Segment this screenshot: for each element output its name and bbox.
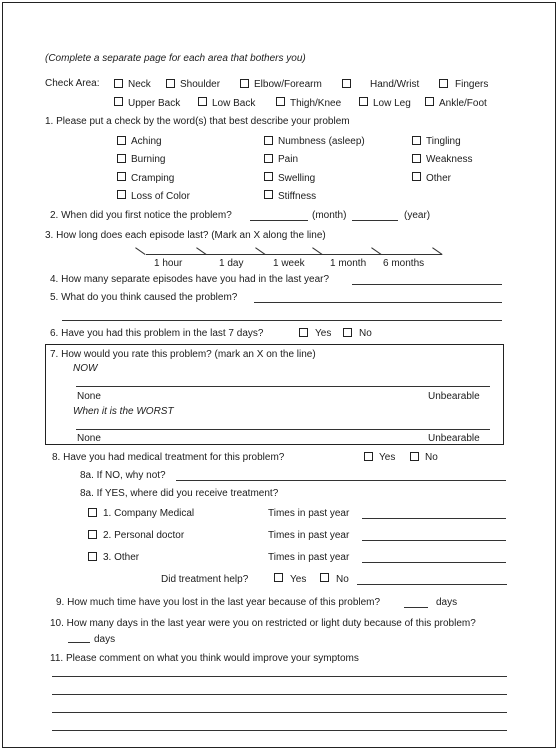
episode-duration-scale[interactable] [146, 254, 442, 255]
checkbox-pain[interactable] [264, 154, 273, 163]
comment-line-1[interactable] [52, 676, 507, 677]
comment-line-4[interactable] [52, 730, 507, 731]
checkbox-other-symptom[interactable] [412, 172, 421, 181]
label-pain: Pain [278, 154, 299, 165]
label-low-leg: Low Leg [373, 98, 411, 109]
now-unbearable-label: Unbearable [428, 391, 480, 402]
scale-label-1-hour: 1 hour [154, 258, 183, 269]
checkbox-tingling[interactable] [412, 136, 421, 145]
restricted-days-field[interactable] [68, 642, 90, 643]
times-field-company-medical[interactable] [362, 518, 506, 519]
scale-label-6-months: 6 months [383, 258, 425, 269]
treatment-help-label: Did treatment help? [161, 574, 249, 585]
question-6: 6. Have you had this problem in the last 7 days? [50, 328, 264, 339]
label-thigh-knee: Thigh/Knee [290, 98, 342, 109]
label-ankle-foot: Ankle/Foot [439, 98, 487, 109]
label-elbow-forearm: Elbow/Forearm [254, 79, 322, 90]
comment-line-3[interactable] [52, 712, 507, 713]
worst-none-label: None [77, 433, 101, 444]
label-numbness: Numbness (asleep) [278, 136, 365, 147]
checkbox-company-medical[interactable] [88, 508, 97, 517]
month-label: (month) [312, 210, 347, 221]
times-label-2: Times in past year [268, 530, 350, 541]
checkbox-cramping[interactable] [117, 172, 126, 181]
year-label: (year) [404, 210, 431, 221]
question-7: 7. How would you rate this problem? (mark an X on the line) [50, 349, 316, 360]
rating-now-line[interactable] [76, 386, 490, 387]
checkbox-q6-no[interactable] [343, 328, 352, 337]
label-swelling: Swelling [278, 173, 316, 184]
scale-label-1-month: 1 month [330, 258, 367, 269]
comment-line-2[interactable] [52, 694, 507, 695]
checkbox-hand-wrist[interactable] [342, 79, 351, 88]
question-2: 2. When did you first notice the problem? [50, 210, 232, 221]
checkbox-stiffness[interactable] [264, 190, 273, 199]
question-8: 8. Have you had medical treatment for this problem? [52, 452, 285, 463]
label-upper-back: Upper Back [128, 98, 181, 109]
label-q6-yes: Yes [315, 328, 332, 339]
checkbox-personal-doctor[interactable] [88, 530, 97, 539]
checkbox-upper-back[interactable] [114, 97, 123, 106]
label-low-back: Low Back [212, 98, 256, 109]
times-field-other[interactable] [362, 562, 506, 563]
checkbox-ankle-foot[interactable] [425, 97, 434, 106]
question-5: 5. What do you think caused the problem? [50, 292, 238, 303]
checkbox-q6-yes[interactable] [299, 328, 308, 337]
restricted-days-unit: days [94, 634, 116, 645]
cause-field[interactable] [254, 302, 502, 303]
times-field-personal-doctor[interactable] [362, 540, 506, 541]
label-stiffness: Stiffness [278, 191, 317, 202]
checkbox-other-treatment[interactable] [88, 552, 97, 561]
checkbox-thigh-knee[interactable] [276, 97, 285, 106]
label-fingers: Fingers [455, 79, 489, 90]
question-10: 10. How many days in the last year were you on restricted or light duty because of this problem? [50, 618, 476, 629]
now-label: NOW [73, 363, 98, 374]
checkbox-low-leg[interactable] [359, 97, 368, 106]
question-11: 11. Please comment on what you think would improve your symptoms [50, 653, 359, 664]
label-cramping: Cramping [131, 173, 175, 184]
label-personal-doctor: 2. Personal doctor [103, 530, 185, 541]
checkbox-aching[interactable] [117, 136, 126, 145]
label-neck: Neck [128, 79, 151, 90]
times-label-3: Times in past year [268, 552, 350, 563]
label-aching: Aching [131, 136, 162, 147]
scale-label-1-week: 1 week [273, 258, 305, 269]
instructions: (Complete a separate page for each area that bothers you) [45, 53, 306, 64]
worst-unbearable-label: Unbearable [428, 433, 480, 444]
scale-label-1-day: 1 day [219, 258, 244, 269]
treatment-help-comment-field[interactable] [357, 584, 507, 585]
episodes-count-field[interactable] [352, 284, 502, 285]
checkbox-shoulder[interactable] [166, 79, 175, 88]
rating-worst-line[interactable] [76, 429, 490, 430]
checkbox-elbow-forearm[interactable] [240, 79, 249, 88]
label-other-treatment: 3. Other [103, 552, 140, 563]
question-1: 1. Please put a check by the word(s) that best describe your problem [45, 116, 350, 127]
times-label-1: Times in past year [268, 508, 350, 519]
month-field[interactable] [250, 220, 308, 221]
time-lost-field[interactable] [404, 607, 428, 608]
now-none-label: None [77, 391, 101, 402]
label-q6-no: No [359, 328, 372, 339]
time-lost-unit: days [436, 597, 458, 608]
question-4: 4. How many separate episodes have you had in the last year? [50, 274, 330, 285]
cause-field-continued[interactable] [62, 320, 502, 321]
checkbox-q8-yes[interactable] [364, 452, 373, 461]
label-tingling: Tingling [426, 136, 461, 147]
year-field[interactable] [352, 220, 398, 221]
label-other-symptom: Other [426, 173, 452, 184]
label-shoulder: Shoulder [180, 79, 221, 90]
label-burning: Burning [131, 154, 166, 165]
checkbox-burning[interactable] [117, 154, 126, 163]
label-help-yes: Yes [290, 574, 307, 585]
checkbox-help-no[interactable] [320, 573, 329, 582]
label-q8-yes: Yes [379, 452, 396, 463]
question-3: 3. How long does each episode last? (Mark an X along the line) [45, 230, 326, 241]
question-8a-no: 8a. If NO, why not? [80, 470, 166, 481]
checkbox-q8-no[interactable] [410, 452, 419, 461]
check-area-label: Check Area: [45, 78, 100, 89]
label-weakness: Weakness [426, 154, 473, 165]
worst-label: When it is the WORST [73, 406, 174, 417]
checkbox-fingers[interactable] [439, 79, 448, 88]
label-q8-no: No [425, 452, 438, 463]
label-hand-wrist: Hand/Wrist [370, 79, 420, 90]
label-company-medical: 1. Company Medical [103, 508, 195, 519]
checkbox-neck[interactable] [114, 79, 123, 88]
label-loss-of-color: Loss of Color [131, 191, 190, 202]
why-not-field[interactable] [176, 480, 506, 481]
label-help-no: No [336, 574, 349, 585]
checkbox-low-back[interactable] [198, 97, 207, 106]
checkbox-numbness[interactable] [264, 136, 273, 145]
question-9: 9. How much time have you lost in the last year because of this problem? [56, 597, 381, 608]
checkbox-loss-of-color[interactable] [117, 190, 126, 199]
checkbox-weakness[interactable] [412, 154, 421, 163]
checkbox-swelling[interactable] [264, 172, 273, 181]
question-8a-yes: 8a. If YES, where did you receive treatment? [80, 488, 279, 499]
checkbox-help-yes[interactable] [274, 573, 283, 582]
